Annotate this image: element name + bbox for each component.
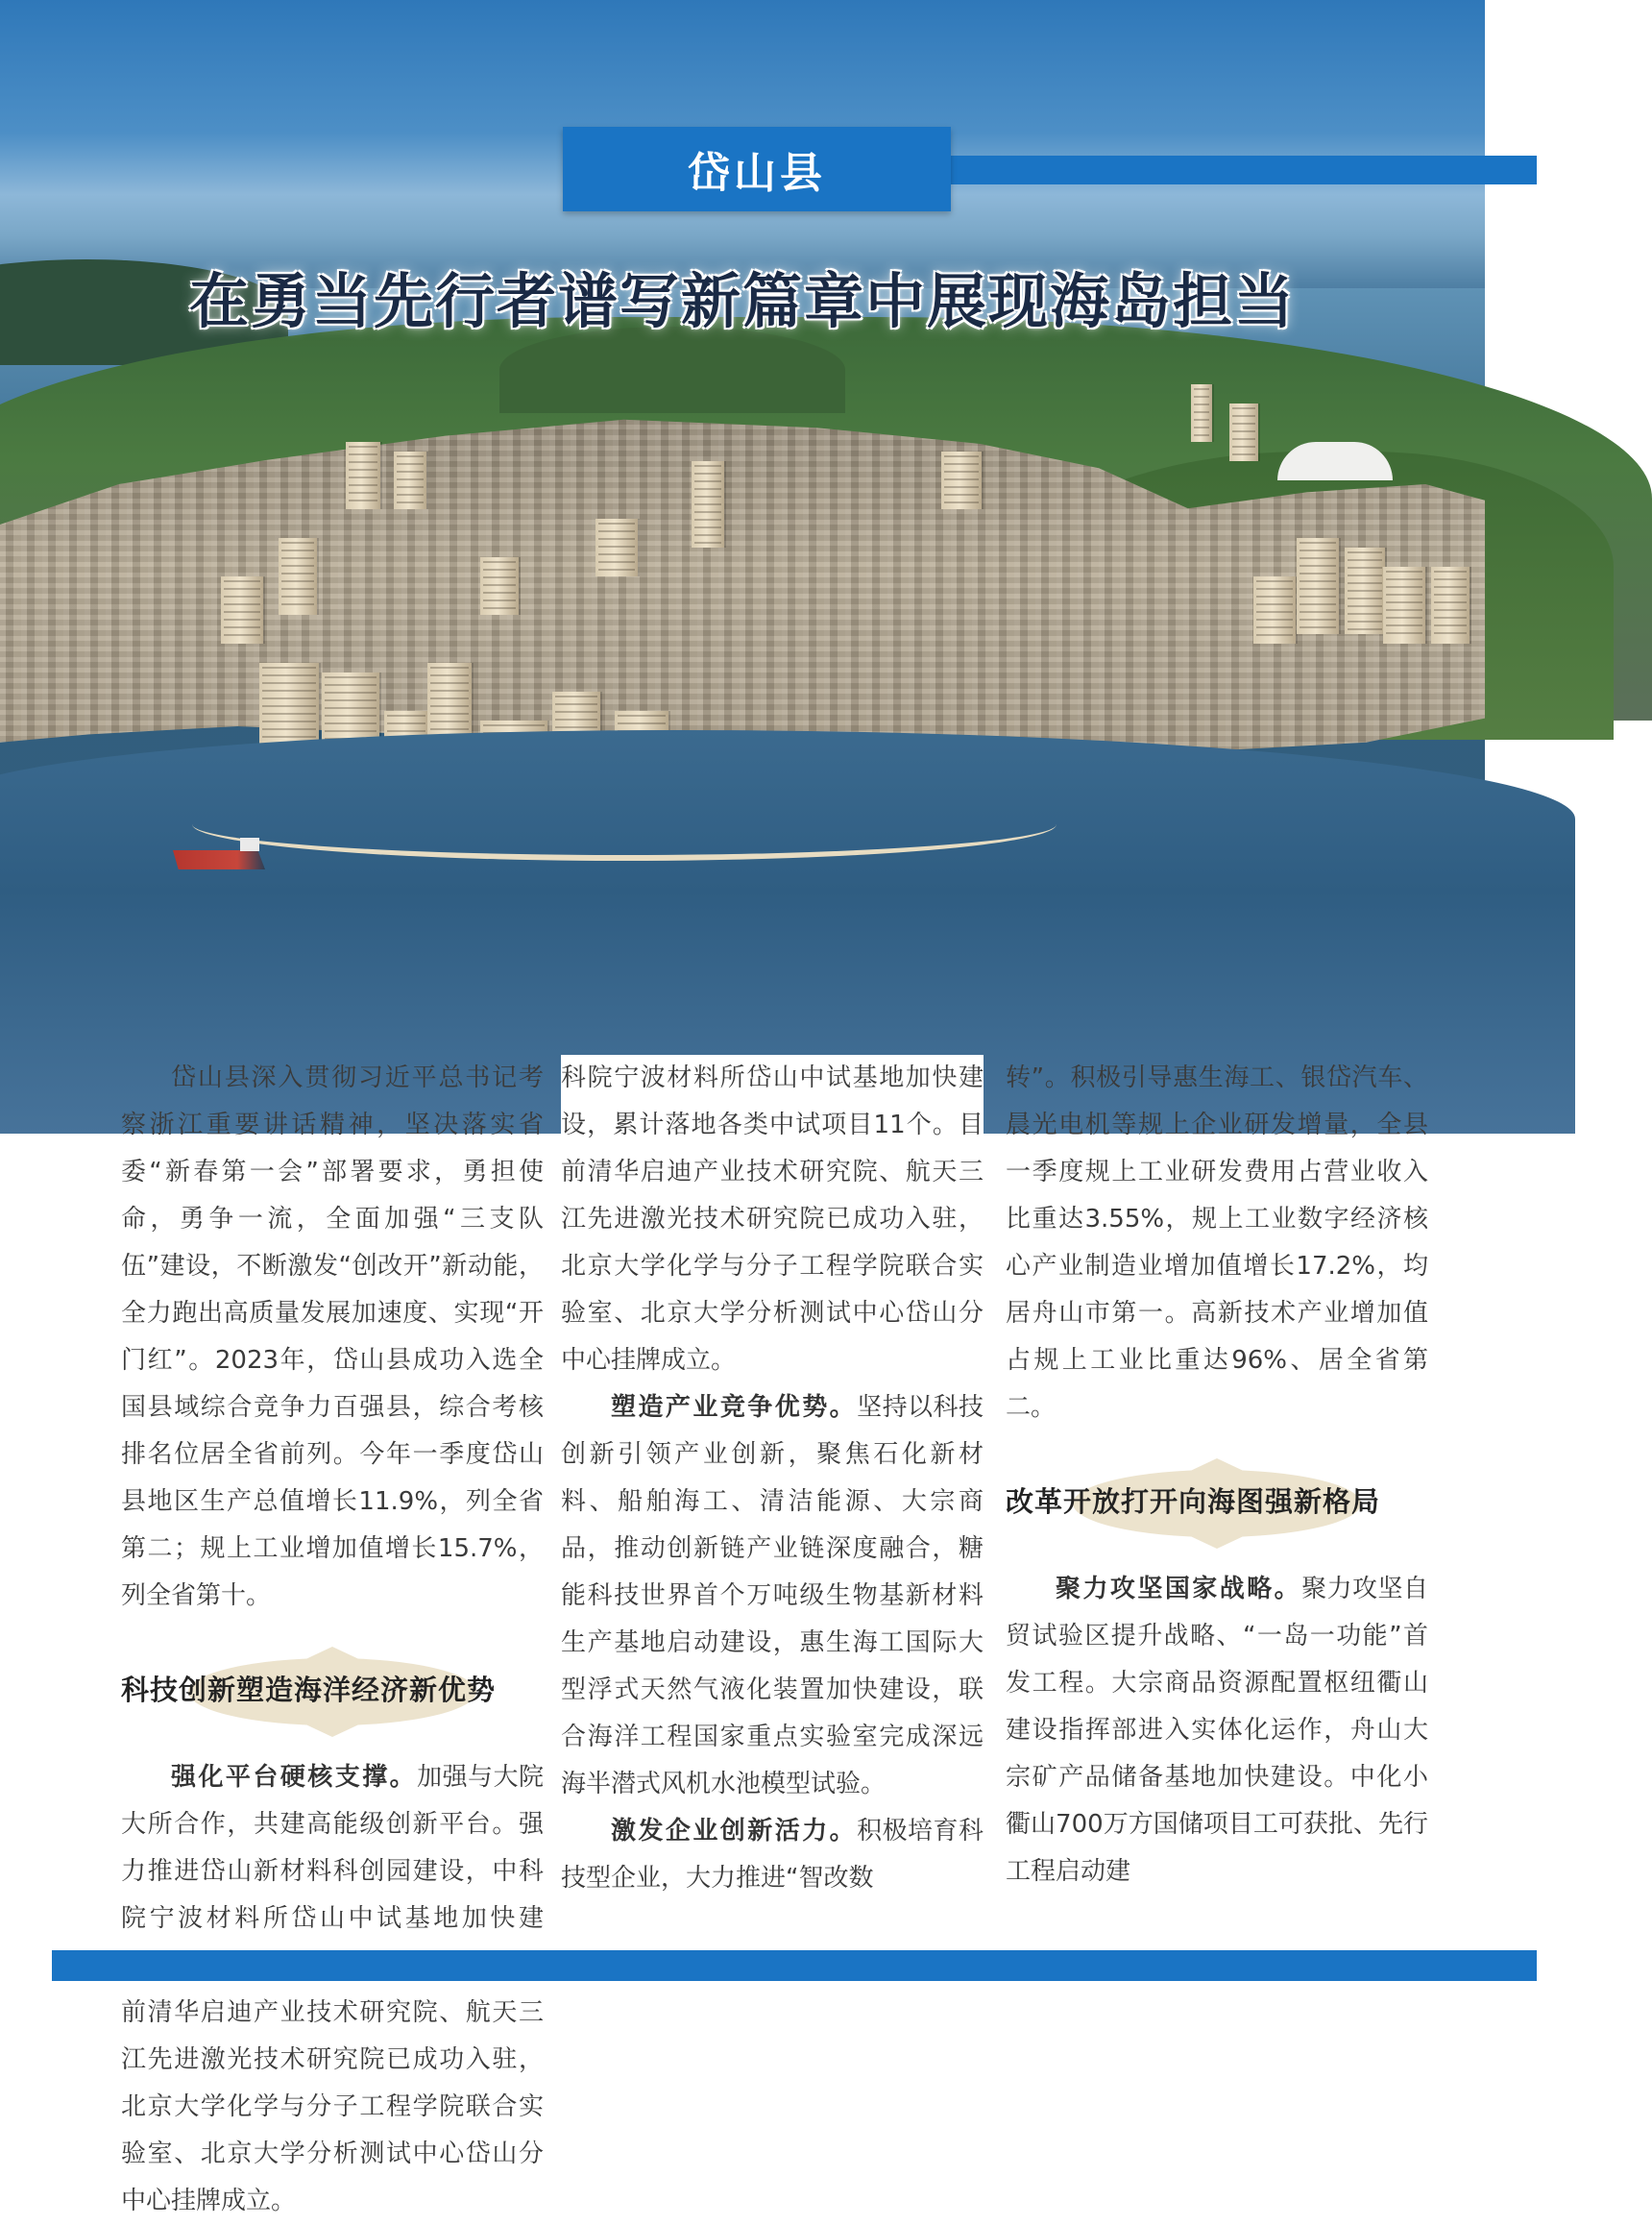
paragraph-platform xyxy=(121,1754,544,2225)
paragraph-vitality xyxy=(561,1808,984,1902)
paragraph-vitality-tail: 转”。积极引导惠生海工、银岱汽车、晨光电机等规上企业研发增量，全县一季度规上工业研发费用占营业收入比重达3.55%，规上工业数字经济核心产业制造业增加值增长17.2%，均居舟山市第一。高新技术产业增加值占规上工业比重达96%、居全省第二。 xyxy=(1006,1064,1428,1422)
lead-phrase: 塑造产业竞争优势。 xyxy=(611,1393,858,1422)
paragraph-platform-tail: 科院宁波材料所岱山中试基地加快建设，累计落地各类中试项目11个。目前清华启迪产业技术研究院、航天三江先进激光技术研究院已成功入驻，北京大学化学与分子工程学院联合实验室、北京大学分析测试中心岱山分中心挂牌成立。 xyxy=(561,1064,984,1375)
county-name: 岱山县 xyxy=(688,149,826,198)
section-heading-tech xyxy=(121,1641,544,1739)
title-band-stripe xyxy=(951,156,1537,184)
section-title-tech: 科技创新塑造海洋经济新优势 xyxy=(121,1674,497,1706)
promenade-shoreline xyxy=(192,788,1057,861)
article-column-3 xyxy=(1006,1055,1428,1934)
paragraph-text: 聚力攻坚自贸试验区提升战略、“一岛一功能”首发工程。大宗商品资源配置枢纽衢山建设指挥部进入实体化运作，舟山大宗矿产品储备基地加快建设。中化小衢山700万方国储项目工可获批、先行工程启动建 xyxy=(1006,1575,1428,1886)
paragraph-text: 积极培育科技型企业，大力推进“智改数 xyxy=(561,1817,984,1893)
section-title-reform: 改革开放打开向海图强新格局 xyxy=(1006,1485,1381,1518)
ship-bridge xyxy=(240,838,259,851)
paragraph-competition xyxy=(561,1384,984,1808)
section-heading-reform xyxy=(1006,1453,1428,1551)
intro-paragraph: 岱山县深入贯彻习近平总书记考察浙江重要讲话精神，坚决落实省委“新春第一会”部署要求，勇担使命，勇争一流，全面加强“三支队伍”建设，不断激发“创改开”新动能，全力跑出高质量发展加速度、实现“开门红”。2023年，岱山县成功入选全国县域综合竞争力百强县，综合考核排名位居全省前列。今年一季度岱山县地区生产总值增长11.9%，列全省第二；规上工业增加值增长15.7%，列全省第十。 xyxy=(121,1064,544,1610)
county-title-box xyxy=(563,127,951,211)
paragraph-text: 坚持以科技创新引领产业创新，聚焦石化新材料、船舶海工、清洁能源、大宗商品，推动创新链产业链深度融合，糖能科技世界首个万吨级生物基新材料生产基地启动建设，惠生海工国际大型浮式天然气液化装置加快建设，联合海洋工程国家重点实验室完成深远海半潜式风机水池模型试验。 xyxy=(561,1393,984,1798)
paragraph-strategy xyxy=(1006,1566,1428,1895)
lead-phrase: 激发企业创新活力。 xyxy=(611,1817,858,1846)
lead-phrase: 聚力攻坚国家战略。 xyxy=(1056,1575,1302,1603)
lead-phrase: 强化平台硬核支撑。 xyxy=(171,1763,418,1792)
stadium-dome xyxy=(1277,442,1393,480)
article-column-1 xyxy=(121,1055,544,2215)
paragraph-text: 加强与大院大所合作，共建高能级创新平台。强力推进岱山新材料科创园建设，中科院宁波材料所岱山中试基地加快建 前清华启迪产业技术研究院、航天三江先进激光技术研究院已成功入驻，北京大学化学与分子工程学院联合实验室、北京大学分析测试中心岱山分中心挂牌成立。 xyxy=(121,1763,544,2215)
article-headline: 在勇当先行者谱写新篇章中展现海岛担当 xyxy=(188,266,1296,336)
cargo-ship xyxy=(173,850,265,869)
article-column-2-text xyxy=(561,1055,984,1934)
footer-bar xyxy=(52,1950,1537,1981)
